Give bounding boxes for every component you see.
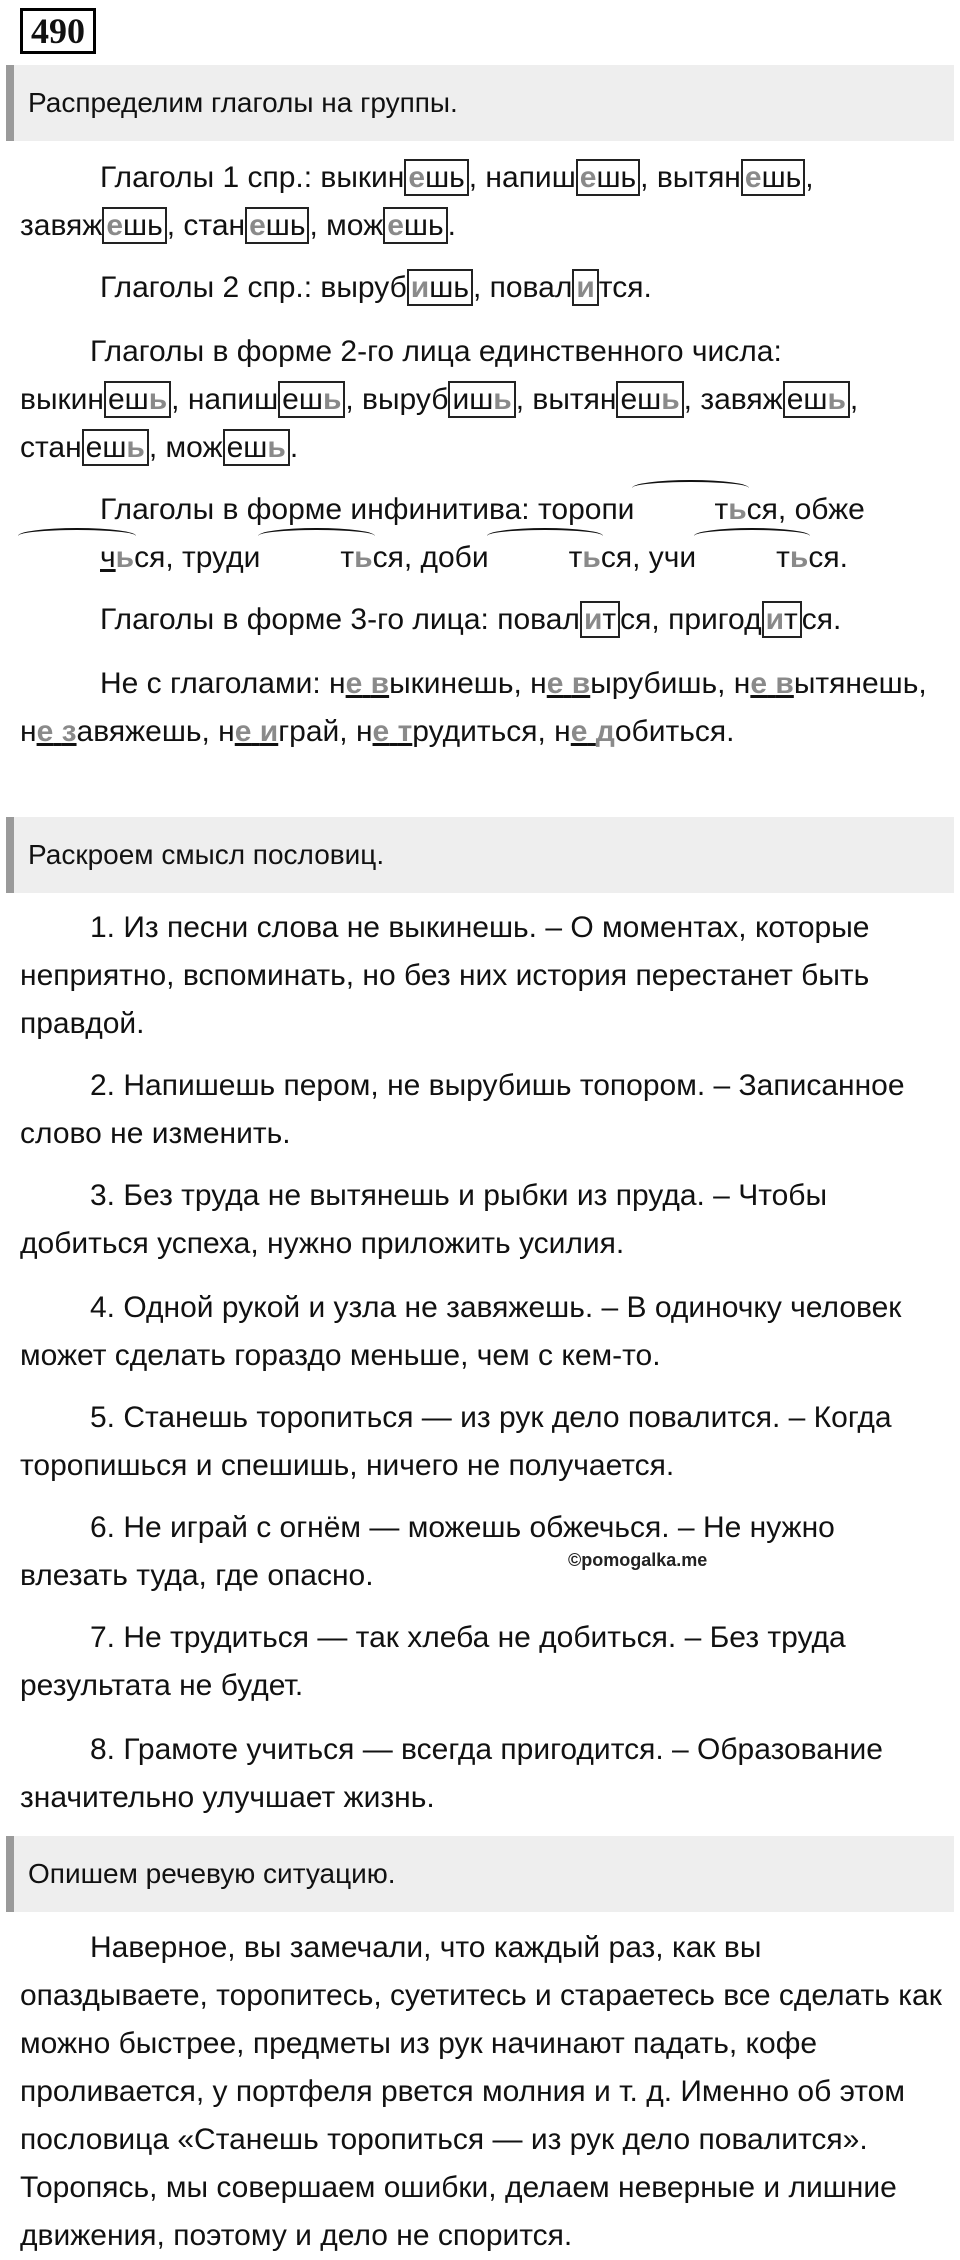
proverb-item-8: 8. Грамоте учиться — всегда пригодится. – Образование значительно улучшает жизнь. — [20, 1733, 883, 1814]
proverb-item-3: 3. Без труда не вытянешь и рыбки из пруда. – Чтобы добиться успеха, нужно приложить усилия. — [20, 1179, 828, 1260]
section-heading-proverbs: Раскроем смысл пословиц. — [6, 817, 954, 893]
paragraph-ne-with-verbs: Не с глаголами: не выкинешь, не вырубишь, не вытянешь, не завяжешь, не играй, не трудиться, не добиться. — [20, 667, 927, 748]
watermark: ©pomogalka.me — [568, 1550, 708, 1570]
exercise-number: 490 — [20, 8, 96, 54]
paragraph-infinitive: Глаголы в форме инфинитива: торопи ться, обжечься, труди ться, доби ться, учи ться. — [20, 486, 946, 582]
proverb-item-7: 7. Не трудиться — так хлеба не добиться. – Без труда результата не будет. — [20, 1621, 846, 1702]
speech-situation-text: Наверное, вы замечали, что каждый раз, как вы опаздываете, торопитесь, суетитесь и стараетесь все сделать как можно быстрее, предметы из рук начинают падать, кофе проливается, у портфеля рвется молния и т. д. Именно об этом пословица «Станешь торопиться — из рук дело повалится». Торопясь, мы совершаем ошибки, делаем неверные и лишние движения, поэтому и дело не спорится. — [20, 1931, 942, 2252]
paragraph-conjugation-2: Глаголы 2 спр.: выруб ишь , повал и тся. — [100, 271, 652, 304]
proverb-item-5: 5. Станешь торопиться — из рук дело повалится. – Когда торопишься и спешишь, ничего не получается. — [20, 1401, 892, 1482]
paragraph-3rd-person: Глаголы в форме 3-го лица: повал ит ся, пригод ит ся. — [100, 603, 842, 636]
proverb-item-4: 4. Одной рукой и узла не завяжешь. – В одиночку человек может сделать гораздо меньше, чем с кем-то. — [20, 1291, 902, 1372]
section-heading-groups: Распределим глаголы на группы. — [6, 65, 954, 141]
proverb-item-1: 1. Из песни слова не выкинешь. – О моментах, которые неприятно, вспоминать, но без них история перестанет быть правдой. — [20, 911, 870, 1040]
proverb-item-2: 2. Напишешь пером, не вырубишь топором. – Записанное слово не изменить. — [20, 1069, 905, 1150]
paragraph-conjugation-1: Глаголы 1 спр.: выкин ешь , напиш ешь , вытян ешь , завяж ешь , стан ешь , мож ешь . — [20, 161, 814, 242]
proverb-item-6: 6. Не играй с огнём — можешь обжечься. – Не нужно влезать туда, где опасно. — [20, 1511, 835, 1592]
paragraph-2nd-person: Глаголы в форме 2-го лица единственного числа: выкин ешь , напиш ешь , выруб ишь , вытян ешь , завяж ешь , стан ешь , мож ешь . — [20, 335, 859, 464]
section-heading-speech-situation: Опишем речевую ситуацию. — [6, 1836, 954, 1912]
